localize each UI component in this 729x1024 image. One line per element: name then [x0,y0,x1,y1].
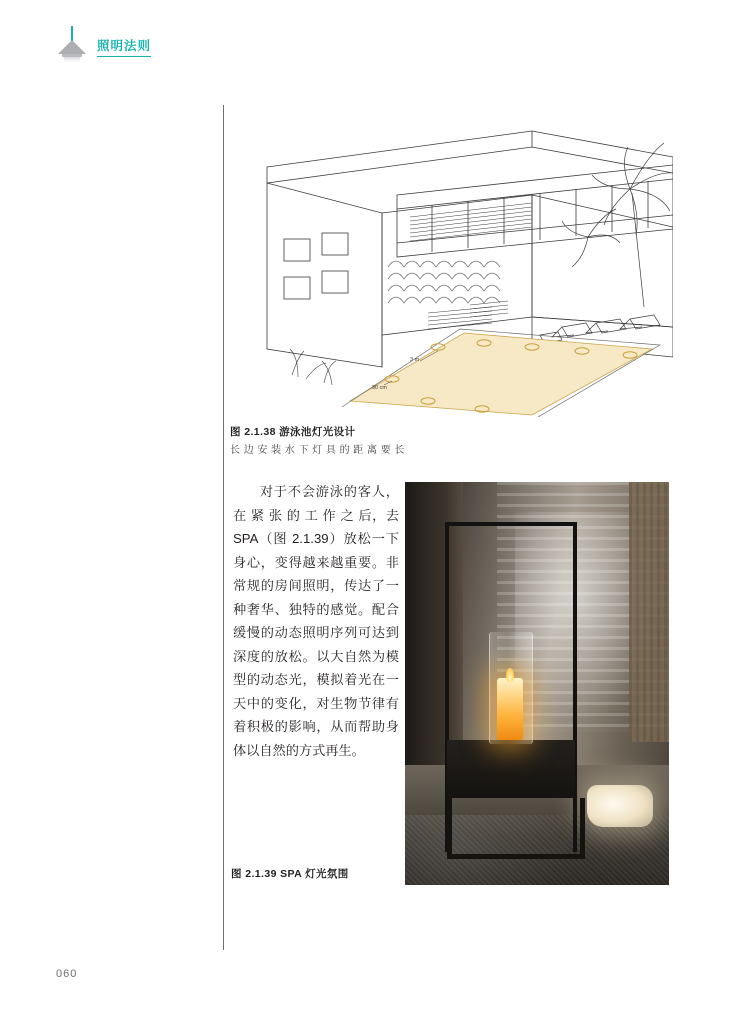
figure-pool-lighting-drawing [232,117,673,417]
pendant-lamp-icon [55,26,89,66]
header-title: 照明法则 [97,36,151,57]
body-paragraph [233,480,399,762]
svg-text:3 m: 3 m [410,357,420,363]
figure-caption-2-1-38: 图 2.1.38 游泳池灯光设计 [230,426,356,438]
figure-caption-2-1-39: 图 2.1.39 SPA 灯光氛围 [231,868,349,880]
glowing-stone-lamp [587,785,653,827]
svg-text:30 cm: 30 cm [372,385,387,391]
figure-spa-photograph [405,482,669,885]
candle [497,678,523,740]
figure-subcaption-2-1-38: 长 边 安 装 水 下 灯 具 的 距 离 要 长 [230,445,405,456]
page-header [55,26,151,66]
margin-rule [223,105,224,950]
flame-icon [506,668,514,682]
paragraph-text: 对于不会游泳的客人，在 紧 张 的 工 作 之 后，去 SPA（图 2.1.39）放松一下身心，变得越来越重要。非常规的房间照明，传达了一种奢华、独特的感觉。配合缓慢的动态照明序列可达到深度的放松。以大自然为模型的动态光，模拟着光在一天中的变化，对生物节律有着积极的影响，从而帮助身体以自然的方式再生。 [233,484,399,758]
page-number: 060 [56,968,78,980]
spa-photo-render [405,482,669,885]
